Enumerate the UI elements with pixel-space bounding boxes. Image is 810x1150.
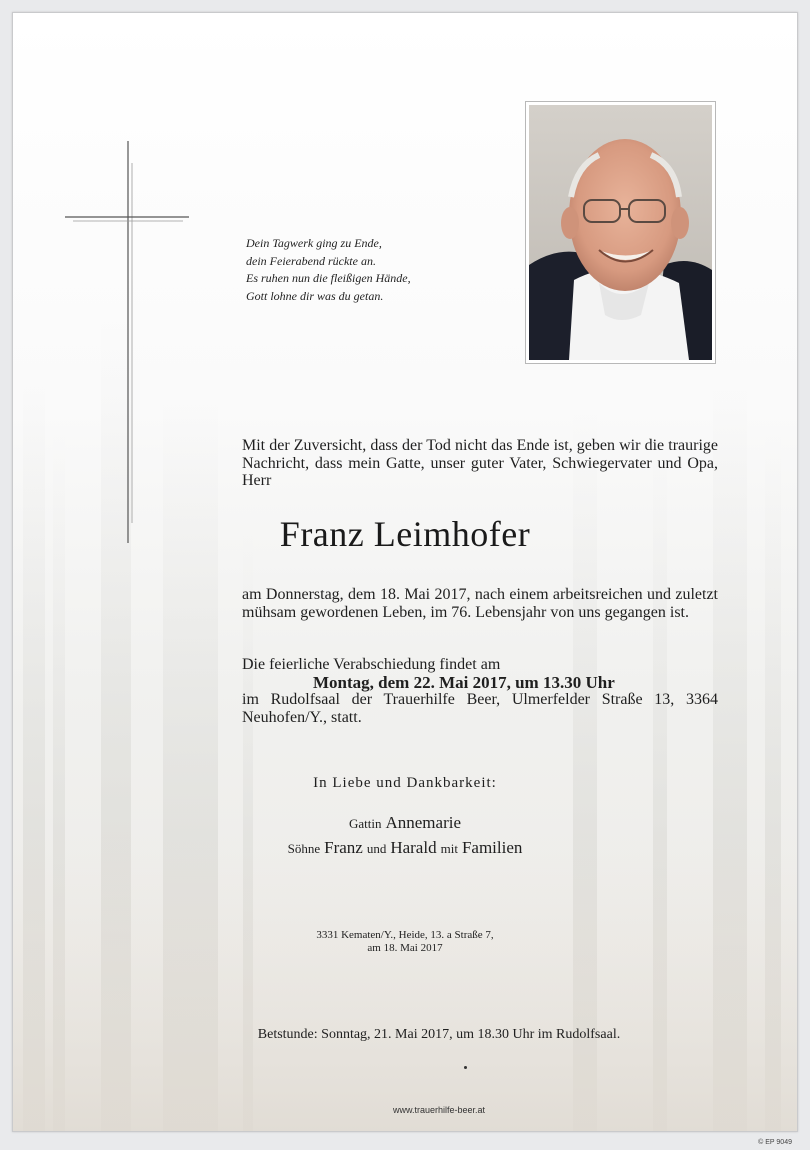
address-block <box>13 929 797 955</box>
poem-line: Gott lohne dir was du getan. <box>246 288 384 303</box>
deceased-name: Franz Leimhofer <box>279 514 531 554</box>
divider-dot <box>464 1066 467 1069</box>
cross-icon <box>13 13 213 573</box>
ceremony-intro: Die feierliche Verabschiedung findet am <box>242 656 501 673</box>
poem-line: Dein Tagwerk ging zu Ende, <box>246 236 382 250</box>
sons-with: mit <box>440 841 458 856</box>
death-notice: am Donnerstag, dem 18. Mai 2017, nach einem arbeitsreichen und zuletzt mühsam gewordenen Leben, im 76. Lebensjahr von uns gegangen ist. <box>242 586 718 621</box>
families-label: Familien <box>461 838 523 857</box>
address-line: 3331 Kematen/Y., Heide, 13. a Straße 7, <box>316 929 494 941</box>
son-name: Franz <box>324 838 363 857</box>
ceremony-info <box>242 656 718 726</box>
spouse-line <box>13 811 797 836</box>
portrait-photo <box>529 105 712 360</box>
ceremony-venue: im Rudolfsaal der Trauerhilfe Beer, Ulmerfelder Straße 13, 3364 Neuhofen/Y., statt. <box>242 691 718 726</box>
website-link: www.trauerhilfe-beer.at <box>392 1105 486 1115</box>
poem-line: Es ruhen nun die fleißigen Hände, <box>246 271 411 285</box>
poem <box>246 235 411 305</box>
spouse-prefix: Gattin <box>348 816 382 831</box>
address-date: am 18. Mai 2017 <box>367 942 443 954</box>
family-heading: In Liebe und Dankbarkeit: <box>313 775 497 791</box>
prayer-hour: Betstunde: Sonntag, 21. Mai 2017, um 18.30 Uhr im Rudolfsaal. <box>257 1027 621 1042</box>
spouse-name: Annemarie <box>385 813 462 832</box>
poem-line: dein Feierabend rückte an. <box>246 253 376 268</box>
ceremony-date: Montag, dem 22. Mai 2017, um 13.30 Uhr <box>313 672 615 692</box>
son-name: Harald <box>390 838 437 857</box>
sons-line <box>13 836 797 861</box>
sons-prefix: Söhne <box>287 841 321 856</box>
portrait-frame <box>525 101 716 364</box>
family-list <box>13 811 797 861</box>
print-code: © EP 9049 <box>758 1139 792 1146</box>
announcement-intro: Mit der Zuversicht, dass der Tod nicht das Ende ist, geben wir die traurige Nachricht, dass mein Gatte, unser guter Vater, Schwiegervater und Opa, Herr <box>242 437 718 489</box>
obituary-card <box>12 12 798 1132</box>
sons-connector: und <box>366 841 387 856</box>
